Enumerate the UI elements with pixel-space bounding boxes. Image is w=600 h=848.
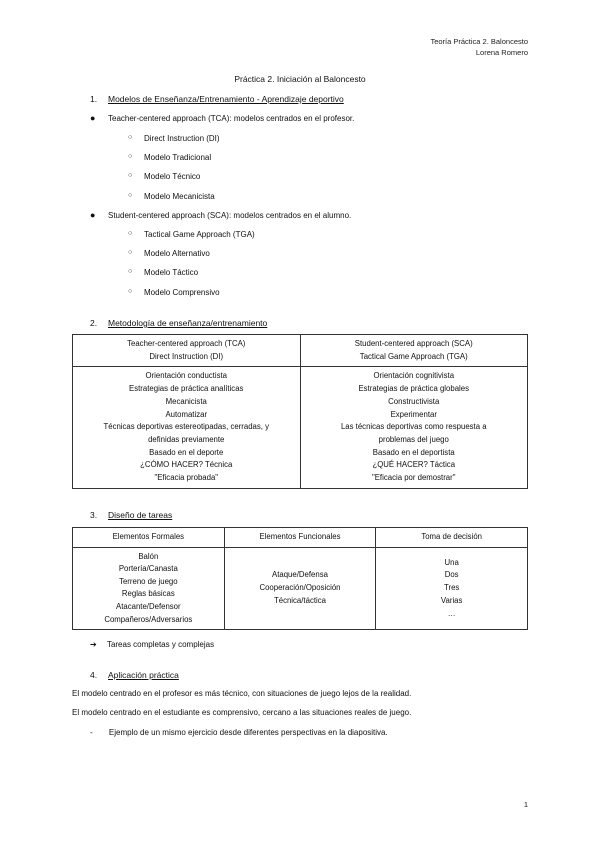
cell-line: ¿CÓMO HACER? Técnica [140, 460, 233, 470]
cell-line: "Eficacia probada" [154, 473, 219, 483]
cell-line: Atacante/Defensor [116, 602, 181, 612]
cell-line: Automatizar [165, 409, 208, 419]
section-title: Metodología de enseñanza/entrenamiento [108, 318, 268, 328]
page-header [430, 36, 528, 58]
cell-line: Mecanicista [165, 396, 207, 406]
list-item-text: Modelo Táctico [144, 268, 199, 277]
cell-line: Compañeros/Adversarios [104, 614, 193, 624]
cell-line: Orientación cognitivista [373, 371, 455, 381]
list-item [128, 230, 255, 239]
tca-characteristics-cell [73, 367, 301, 488]
header-line: Student-centered approach (SCA) [354, 339, 473, 348]
list-item [128, 288, 220, 297]
circle-bullet-icon: ○ [128, 172, 133, 179]
cell-line: Balón [138, 551, 159, 561]
circle-bullet-icon: ○ [128, 153, 133, 160]
decision-cell [376, 547, 528, 630]
paragraph: El modelo centrado en el estudiante es comprensivo, cercano a las situaciones reales de juego. [72, 708, 412, 717]
cell-line: Cooperación/Oposición [259, 583, 341, 593]
bullet-icon: ● [90, 113, 96, 123]
bullet-sca [90, 210, 352, 220]
cell-line: Terreno de juego [119, 576, 178, 586]
bullet-icon: ● [90, 210, 96, 220]
methodology-table [72, 334, 528, 489]
arrow-right-icon: ➔ [90, 640, 97, 649]
table-header-formal: Elementos Formales [73, 528, 225, 548]
list-item-text: Modelo Mecanicista [144, 192, 215, 201]
list-item [128, 192, 215, 201]
cell-line: Las técnicas deportivas como respuesta a [340, 422, 487, 432]
list-item-text: Modelo Alternativo [144, 249, 210, 258]
task-design-table [72, 527, 528, 630]
section-number: 1. [90, 94, 98, 104]
table-header-functional: Elementos Funcionales [224, 528, 376, 548]
list-item-text: Modelo Comprensivo [144, 288, 220, 297]
cell-line: Experimentar [390, 409, 437, 419]
list-item [128, 153, 212, 162]
list-item-text: Modelo Técnico [144, 172, 201, 181]
header-line-2: Lorena Romero [475, 48, 528, 57]
cell-line: Tres [444, 583, 460, 593]
cell-line: Basado en el deportista [372, 447, 455, 457]
dash-bullet-icon: - [90, 728, 93, 737]
arrow-note [90, 640, 214, 649]
document-title: Práctica 2. Iniciación al Baloncesto [234, 74, 366, 84]
section-number: 4. [90, 670, 98, 680]
cell-line: Orientación conductista [145, 371, 227, 381]
cell-line: Basado en el deporte [149, 447, 224, 457]
cell-line: Técnicas deportivas estereotipadas, cerradas, y [103, 422, 270, 432]
list-item-text: Tactical Game Approach (TGA) [144, 230, 255, 239]
bullet-text: Student-centered approach (SCA): modelos centrados en el alumno. [108, 211, 352, 220]
list-item [128, 268, 199, 277]
section-title: Diseño de tareas [108, 510, 173, 520]
dash-item-text: Ejemplo de un mismo ejercicio desde diferentes perspectivas en la diapositiva. [108, 728, 388, 737]
list-item [128, 172, 201, 181]
table-row [73, 367, 528, 488]
section-number: 2. [90, 318, 98, 328]
bullet-text: Teacher-centered approach (TCA): modelos centrados en el profesor. [108, 114, 355, 123]
cell-line: … [447, 608, 456, 618]
cell-line: problemas del juego [378, 434, 449, 444]
circle-bullet-icon: ○ [128, 249, 133, 256]
list-item-text: Direct Instruction (DI) [144, 134, 220, 143]
cell-line: Portería/Canasta [118, 564, 178, 574]
table-header-row [73, 335, 528, 367]
cell-line: Constructivista [388, 396, 440, 406]
table-header-row [73, 528, 528, 548]
cell-line: Ataque/Defensa [272, 570, 328, 580]
list-item [128, 249, 210, 258]
table-header-sca [300, 335, 528, 367]
formal-elements-cell [73, 547, 225, 630]
circle-bullet-icon: ○ [128, 192, 133, 199]
section-3-heading [90, 510, 172, 520]
arrow-note-text: Tareas completas y complejas [106, 640, 215, 649]
sca-characteristics-cell [300, 367, 528, 488]
table-row [73, 547, 528, 630]
table-header-tca [73, 335, 301, 367]
header-line: Teacher-centered approach (TCA) [127, 339, 246, 348]
cell-line: Dos [444, 570, 459, 580]
cell-line: definidas previamente [148, 434, 225, 444]
cell-line: "Eficacia por demostrar" [371, 473, 456, 483]
header-line-1: Teoría Práctica 2. Baloncesto [430, 37, 528, 46]
circle-bullet-icon: ○ [128, 230, 133, 237]
dash-list-item [90, 728, 388, 737]
section-title: Modelos de Enseñanza/Entrenamiento - Aprendizaje deportivo [108, 94, 344, 104]
section-4-heading [90, 670, 179, 680]
cell-line: Técnica/táctica [273, 595, 326, 605]
header-line: Tactical Game Approach (TGA) [359, 351, 468, 361]
circle-bullet-icon: ○ [128, 134, 133, 141]
header-line: Direct Instruction (DI) [149, 351, 224, 361]
cell-line: Estrategias de práctica globales [358, 384, 470, 394]
cell-line: Reglas básicas [121, 589, 175, 599]
list-item [128, 134, 220, 143]
functional-elements-cell [224, 547, 376, 630]
section-title: Aplicación práctica [108, 670, 179, 680]
section-2-heading [90, 318, 267, 328]
section-number: 3. [90, 510, 98, 520]
section-1-heading [90, 94, 344, 104]
bullet-tca [90, 113, 355, 123]
circle-bullet-icon: ○ [128, 268, 133, 275]
circle-bullet-icon: ○ [128, 288, 133, 295]
list-item-text: Modelo Tradicional [144, 153, 212, 162]
cell-line: ¿QUÉ HACER? Táctica [372, 460, 456, 470]
paragraph: El modelo centrado en el profesor es más técnico, con situaciones de juego lejos de la realidad. [72, 689, 412, 698]
table-header-decision: Toma de decisión [376, 528, 528, 548]
cell-line: Una [444, 557, 459, 567]
cell-line: Varias [440, 595, 463, 605]
cell-line: Estrategias de práctica analíticas [129, 384, 244, 394]
page-number: 1 [523, 800, 528, 809]
